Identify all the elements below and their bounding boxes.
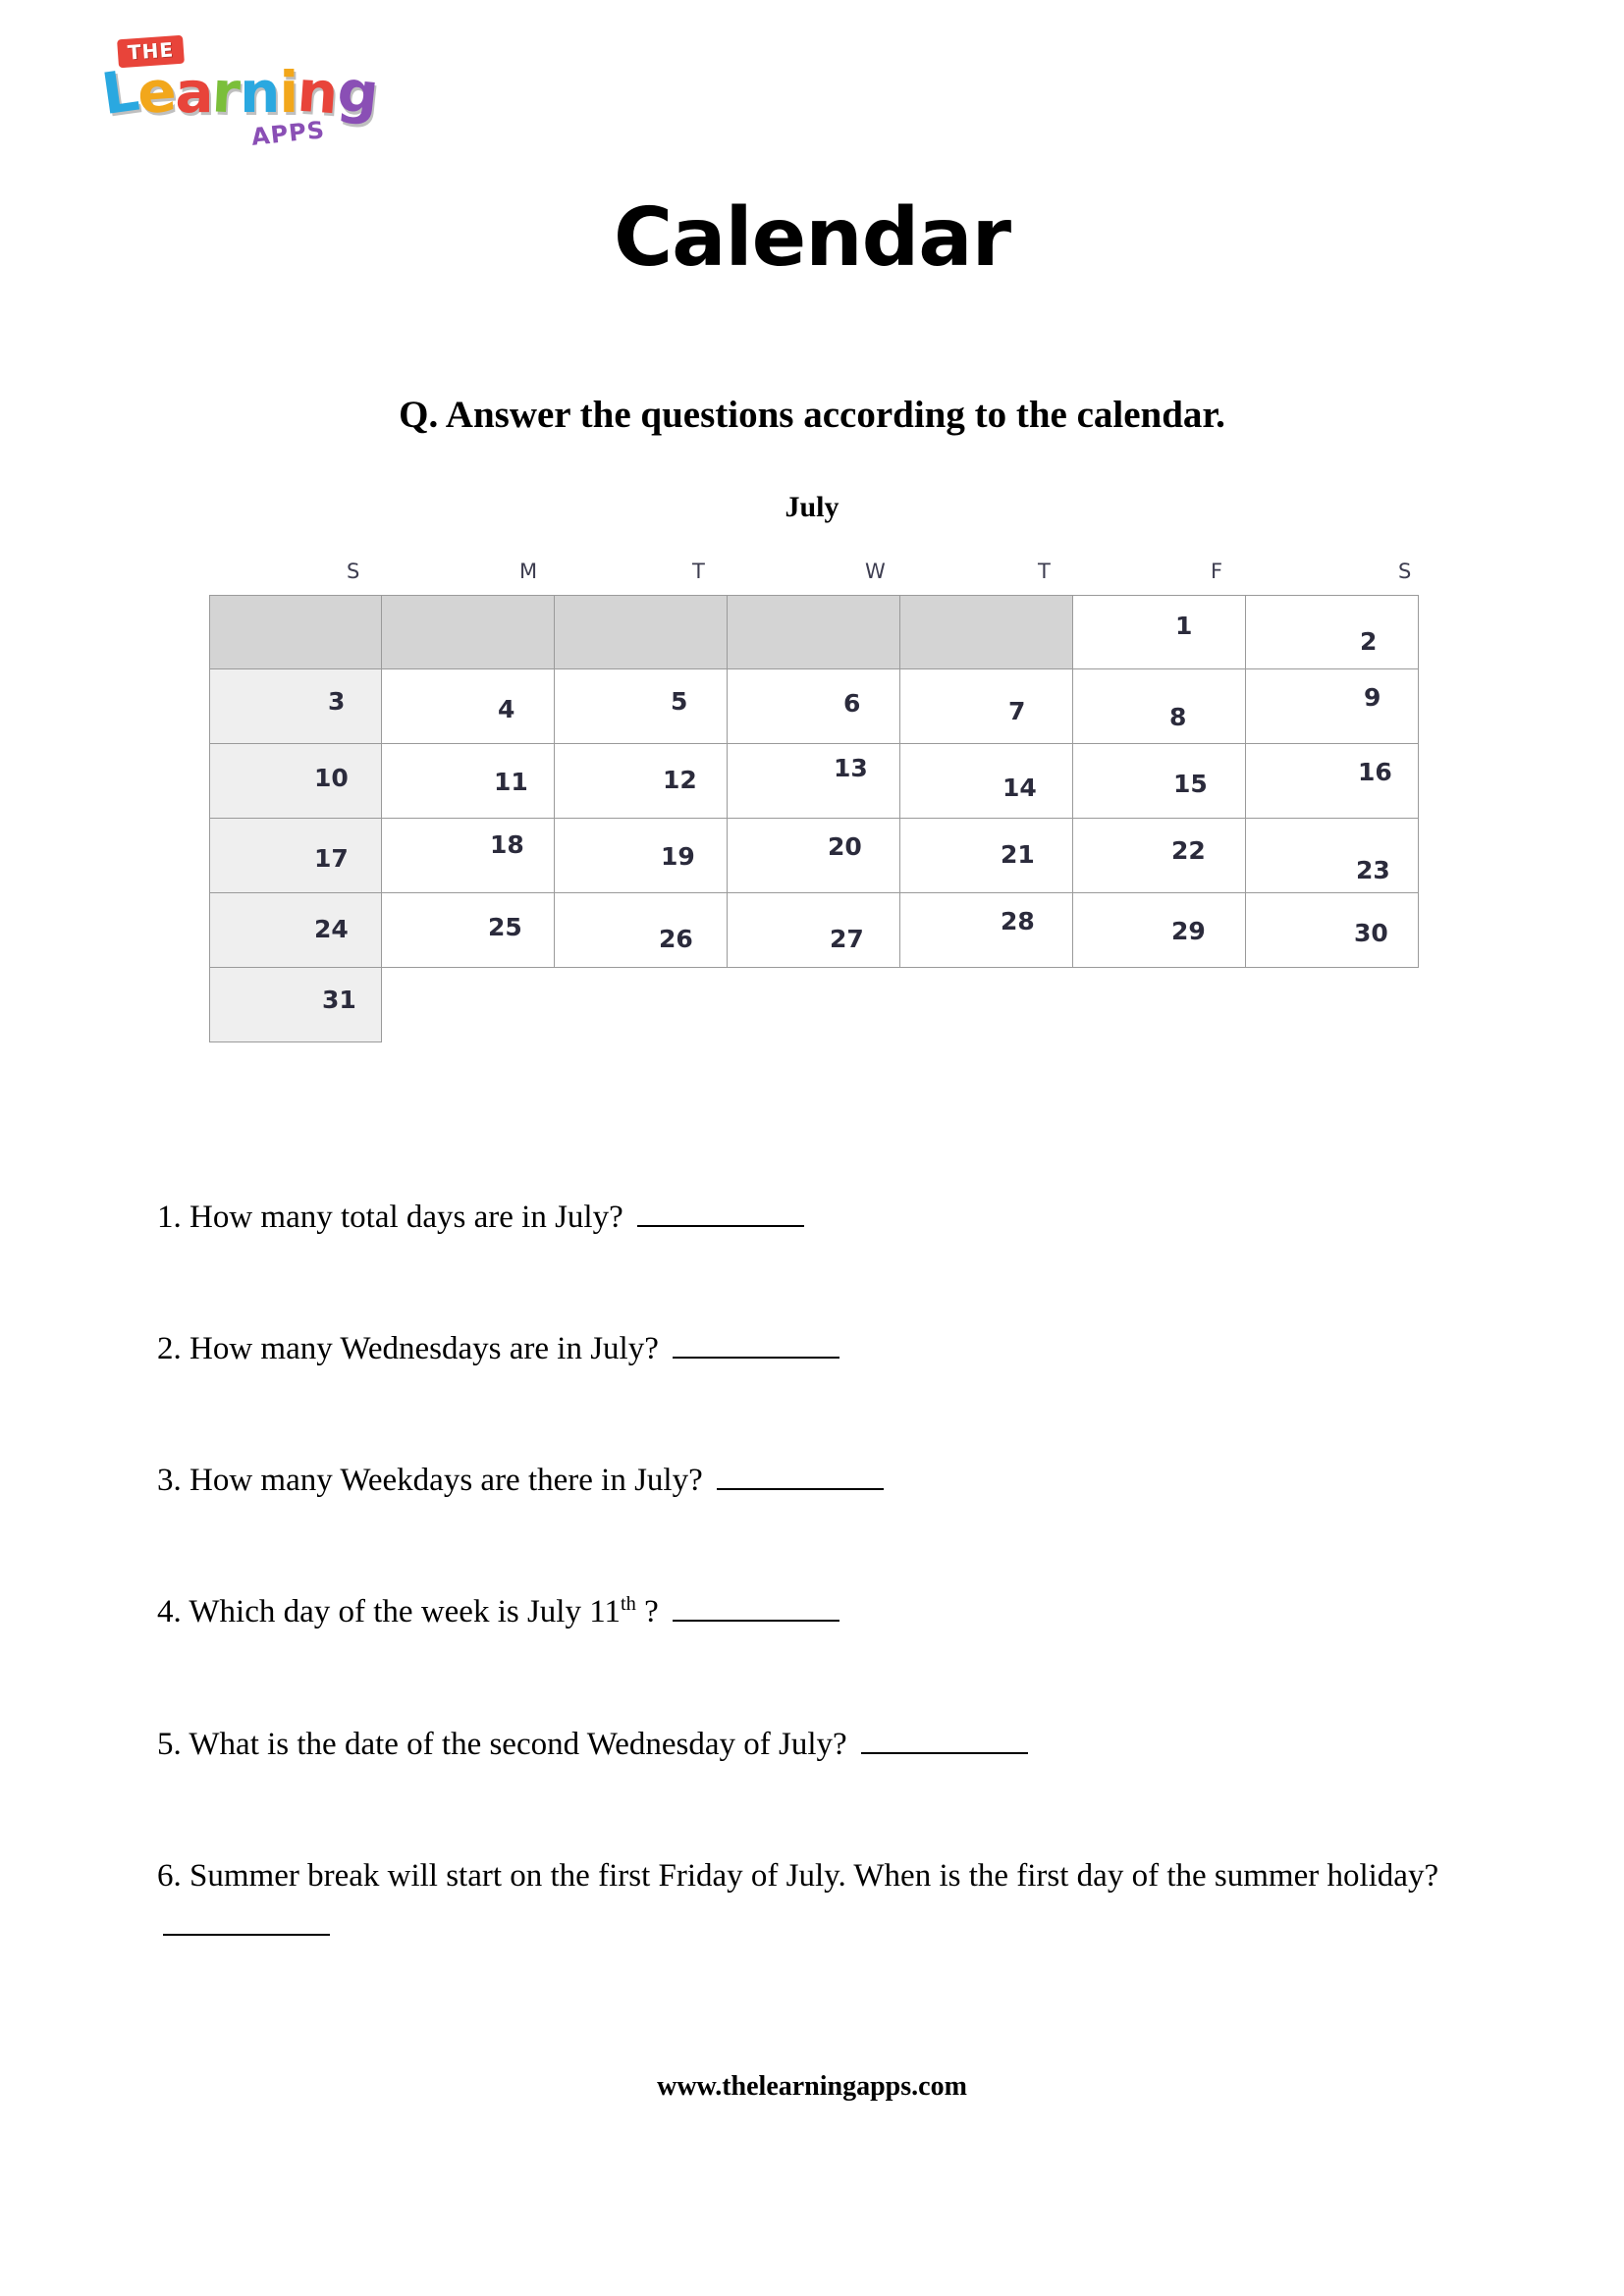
question-text-line2: summer holiday? [1214,1857,1439,1894]
calendar-table [209,560,1419,1042]
logo-badge: THE [117,35,185,69]
logo-letter: a [175,59,213,126]
answer-blank-3[interactable] [717,1488,884,1490]
day-header-saturday: S [1398,560,1412,583]
month-label: July [785,491,839,523]
question-item-5 [157,1720,1473,1770]
day-header-thursday: T [1038,560,1051,583]
calendar-week-row [209,968,1419,1042]
calendar-cell-day: 16 [1246,744,1419,819]
question-item-6 [157,1851,1473,1951]
calendar-cell-day: 24 [209,893,382,968]
question-number: 4. [157,1594,182,1630]
calendar-week-row [209,744,1419,819]
question-item-1 [157,1193,1473,1243]
logo-wordmark [97,56,381,129]
calendar-cell-empty [1246,968,1419,1042]
calendar-cell-day: 5 [555,669,728,744]
answer-blank-1[interactable] [637,1225,804,1227]
calendar-cell-day: 1 [1073,595,1246,669]
answer-blank-5[interactable] [861,1752,1028,1754]
calendar-cell-day: 15 [1073,744,1246,819]
logo [96,29,381,152]
question-item-3 [157,1456,1473,1506]
question-number: 6. [157,1857,182,1894]
calendar-cell-day: 2 [1246,595,1419,669]
calendar-cell-empty [1073,968,1246,1042]
question-number: 2. [157,1331,182,1367]
question-number: 5. [157,1726,182,1762]
calendar-cell-day: 17 [209,819,382,893]
calendar-cell-empty [900,595,1073,669]
calendar-cell-day: 19 [555,819,728,893]
logo-letter: r [210,58,242,127]
calendar-cell-day: 11 [382,744,555,819]
day-header-wednesday: W [865,560,886,583]
calendar-cell-day: 6 [728,669,900,744]
day-header-tuesday: T [692,560,705,583]
question-text: How many total days are in July? [189,1200,623,1235]
question-text: What is the date of the second Wednesday of July? [189,1726,847,1762]
calendar-cell-day: 10 [209,744,382,819]
calendar-cell-day: 29 [1073,893,1246,968]
question-text: Which day of the week is July 11 [189,1594,621,1630]
calendar-cell-empty [555,968,728,1042]
logo-subtext: APPS [249,116,327,151]
calendar-cell-day: 4 [382,669,555,744]
calendar-cell-day: 14 [900,744,1073,819]
logo-letter: g [334,57,381,128]
answer-blank-2[interactable] [673,1357,839,1359]
calendar-cell-day: 26 [555,893,728,968]
question-text: Summer break will start on the first Friday of July. When is the first day of the [189,1857,1207,1894]
calendar-week-row [209,595,1419,669]
logo-letter: n [295,57,340,128]
day-header-monday: M [519,560,538,583]
footer-url: www.thelearningapps.com [657,2071,967,2102]
instruction-text: Q. Answer the questions according to the calendar. [399,394,1225,436]
calendar-cell-empty [555,595,728,669]
calendar-cell-empty [382,595,555,669]
answer-blank-4[interactable] [673,1620,839,1622]
calendar-cell-day: 30 [1246,893,1419,968]
calendar-cell-day: 28 [900,893,1073,968]
calendar-cell-day: 20 [728,819,900,893]
calendar-cell-empty [209,595,382,669]
logo-letter: L [97,56,142,129]
day-header-friday: F [1211,560,1223,583]
calendar-cell-day: 12 [555,744,728,819]
calendar-week-row [209,893,1419,968]
calendar-day-headers [209,560,1419,595]
question-text-end: ? [644,1594,659,1630]
calendar-cell-empty [728,595,900,669]
calendar-week-row [209,819,1419,893]
question-number: 1. [157,1200,182,1235]
question-text: How many Wednesdays are in July? [189,1331,659,1367]
calendar-cell-day: 13 [728,744,900,819]
question-text: How many Weekdays are there in July? [189,1463,703,1499]
calendar-cell-day: 22 [1073,819,1246,893]
logo-letter: e [135,57,178,128]
calendar-cell-day: 3 [209,669,382,744]
calendar-cell-day: 8 [1073,669,1246,744]
calendar-cell-day: 23 [1246,819,1419,893]
calendar-week-row [209,669,1419,744]
question-number: 3. [157,1463,182,1499]
calendar-cell-day: 18 [382,819,555,893]
answer-blank-6[interactable] [163,1934,330,1936]
calendar-cell-day: 27 [728,893,900,968]
calendar-cell-day: 9 [1246,669,1419,744]
question-item-4 [157,1587,1473,1637]
calendar-cell-day: 21 [900,819,1073,893]
calendar-cell-day: 25 [382,893,555,968]
ordinal-suffix: th [621,1593,636,1616]
questions-list [157,1193,1473,1951]
calendar-cell-empty [382,968,555,1042]
calendar-cell-day: 31 [209,968,382,1042]
logo-letter: n [240,59,280,126]
calendar-cell-day: 7 [900,669,1073,744]
calendar-cell-empty [728,968,900,1042]
calendar-cell-empty [900,968,1073,1042]
logo-letter: i [279,59,298,126]
question-item-2 [157,1324,1473,1374]
page-title: Calendar [613,191,1011,285]
day-header-sunday: S [347,560,360,583]
